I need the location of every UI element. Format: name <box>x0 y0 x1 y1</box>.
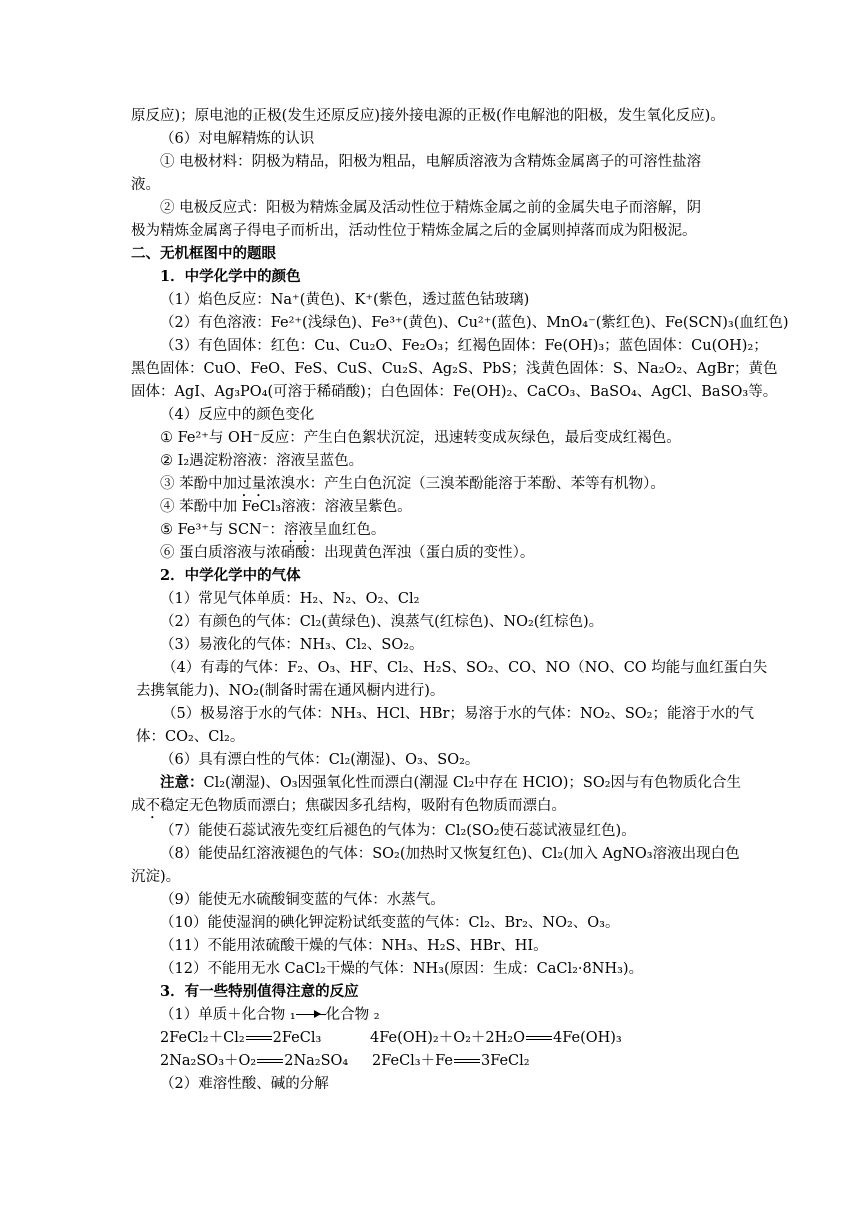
text-span: 呈血红色。 <box>312 522 386 538</box>
products: 4Fe(OH)₃ <box>553 1030 622 1046</box>
section-heading: 二、无机框图中的题眼 <box>131 245 276 262</box>
text-line: （8）能使品红溶液褪色的气体：SO₂(加热时又恢复红色)、Cl₂(加入 AgNO₃溶液出现白色 <box>160 846 740 862</box>
text-line: （7）能使石蕊试液先变红后褪色的气体为：Cl₂(SO₂使石蕊试液显红色)。 <box>160 823 636 839</box>
text-line: （2）有颜色的气体：Cl₂(黄绿色)、溴蒸气(红棕色)、NO₂(红棕色)。 <box>160 614 604 630</box>
products: 2FeCl₃ <box>272 1030 322 1046</box>
reactants: 2FeCl₂＋Cl₂ <box>160 1030 245 1046</box>
text-line: （1）常见气体单质：H₂、N₂、O₂、Cl₂ <box>160 591 420 607</box>
text-span: ③ 苯酚中加 <box>160 476 238 492</box>
note-label: 注意： <box>160 774 204 791</box>
reactants: 2Na₂SO₃＋O₂ <box>160 1053 257 1069</box>
text-line: 去携氧能力)、NO₂(制备时需在通风橱内进行)。 <box>136 683 445 699</box>
reactants: 2FeCl₃＋Fe <box>372 1053 453 1069</box>
text-span: 化合物 ₂ <box>325 1007 380 1023</box>
text-line: 体：CO₂、Cl₂。 <box>136 729 245 745</box>
text-line <box>160 773 741 793</box>
text-line: （4）反应中的颜色变化 <box>160 407 315 423</box>
sub-heading: 1．中学化学中的颜色 <box>160 268 301 285</box>
equation <box>370 1028 622 1048</box>
emphasized-text: 溶液 <box>283 522 313 538</box>
text-line: 黑色固体：CuO、FeO、FeS、CuS、Cu₂S、Ag₂S、PbS；浅黄色固体：S、Na₂O₂、AgBr；黄色 <box>131 361 778 377</box>
text-line: （5）极易溶于水的气体：NH₃、HCl、HBr；易溶于水的气体：NO₂、SO₂；能溶于水的气 <box>162 706 754 722</box>
text-line: ④ 苯酚中加 FeCl₃溶液：溶液呈紫色。 <box>160 499 412 515</box>
text-line: （11）不能用浓硫酸干燥的气体：NH₃、H₂S、HBr、HI。 <box>160 938 548 954</box>
reaction-arrow-icon <box>296 1010 326 1020</box>
equals-sign-icon <box>454 1059 480 1063</box>
equals-sign-icon <box>526 1036 552 1040</box>
text-line: ⑥ 蛋白质溶液与浓硝酸：出现黄色浑浊（蛋白质的变性）。 <box>160 545 535 561</box>
text-line: （1）焰色反应：Na⁺(黄色)、K⁺(紫色，透过蓝色钴玻璃) <box>160 292 530 308</box>
text-line: （6）具有漂白性的气体：Cl₂(潮湿)、O₃、SO₂。 <box>160 752 480 768</box>
text-line: （9）能使无水硫酸铜变蓝的气体：水蒸气。 <box>160 892 445 908</box>
text-line: ① 电极材料：阴极为精品，阳极为粗品，电解质溶液为含精炼金属离子的可溶性盐溶 <box>160 154 702 170</box>
text-line: （10）能使湿润的碘化钾淀粉试纸变蓝的气体：Cl₂、Br₂、NO₂、O₃。 <box>160 915 620 931</box>
text-line: （3）易液化的气体：NH₃、Cl₂、SO₂。 <box>160 637 424 653</box>
text-span: 稳定无色物质而漂白；焦碳因多孔结构，吸附有色物质而漂白。 <box>160 798 566 814</box>
products: 2Na₂SO₄ <box>284 1053 349 1069</box>
text-line: 原反应)；原电池的正极(发生还原反应)接外接电源的正极(作电解池的阳极，发生氧化反应)。 <box>131 108 725 124</box>
text-line: （2）难溶性酸、碱的分解 <box>160 1076 329 1092</box>
equation <box>372 1051 530 1071</box>
equals-sign-icon <box>246 1036 272 1040</box>
text-line: ② 电极反应式：阳极为精炼金属及活动性位于精炼金属之前的金属失电子而溶解，阴 <box>160 200 702 216</box>
sub-heading: 3．有一些特别值得注意的反应 <box>160 983 359 1000</box>
text-span: ⑤ Fe³⁺与 SCN⁻： <box>160 522 284 538</box>
equation <box>160 1028 321 1048</box>
text-line <box>160 1005 380 1025</box>
text-line: （4）有毒的气体：F₂、O₃、HF、Cl₂、H₂S、SO₂、CO、NO（NO、CO 均能与血红蛋白失 <box>162 660 768 676</box>
text-line: （12）不能用无水 CaCl₂干燥的气体：NH₃(原因：生成：CaCl₂·8NH₃)。 <box>160 961 644 977</box>
text-line: ② I₂遇淀粉溶液：溶液呈蓝色。 <box>160 453 364 469</box>
text-line: （3）有色固体：红色：Cu、Cu₂O、Fe₂O₃；红褐色固体：Fe(OH)₃；蓝色固体：Cu(OH)₂； <box>160 338 768 354</box>
text-span: （1）单质＋化合物 ₁ <box>160 1007 296 1023</box>
text-line: 液。 <box>131 177 160 193</box>
text-line <box>131 796 566 822</box>
text-line: 沉淀)。 <box>131 869 181 885</box>
text-span: 浓溴水：产生白色沉淀（三溴苯酚能溶于苯酚、苯等有机物）。 <box>266 476 665 492</box>
text-line: （2）有色溶液：Fe²⁺(浅绿色)、Fe³⁺(黄色)、Cu²⁺(蓝色)、MnO₄⁻(紫红色)、Fe(SCN)₃(血红色) <box>160 315 789 331</box>
emphasized-text: 不 <box>145 798 160 814</box>
text-line: 固体：AgI、Ag₃PO₄(可溶于稀硝酸)；白色固体：Fe(OH)₂、CaCO₃、BaSO₄、AgCl、BaSO₃等。 <box>131 384 778 400</box>
reactants: 4Fe(OH)₂＋O₂＋2H₂O <box>370 1030 526 1046</box>
products: 3FeCl₂ <box>480 1053 530 1069</box>
equation <box>160 1051 348 1071</box>
text-line: 极为精炼金属离子得电子而析出，活动性位于精炼金属之后的金属则掉落而成为阳极泥。 <box>131 223 697 239</box>
equals-sign-icon <box>257 1059 283 1063</box>
text-line: ① Fe²⁺与 OH⁻反应：产生白色絮状沉淀，迅速转变成灰绿色，最后变成红褐色。 <box>160 430 681 446</box>
sub-heading: 2．中学化学中的气体 <box>160 567 301 584</box>
text-span: Cl₂(潮湿)、O₃因强氧化性而漂白(潮湿 Cl₂中存在 HClO)；SO₂因与有色物质化合生 <box>203 775 742 791</box>
text-span: 成 <box>131 798 146 814</box>
emphasized-text: 过量 <box>237 476 267 492</box>
text-line: （6）对电解精炼的认识 <box>160 131 315 147</box>
